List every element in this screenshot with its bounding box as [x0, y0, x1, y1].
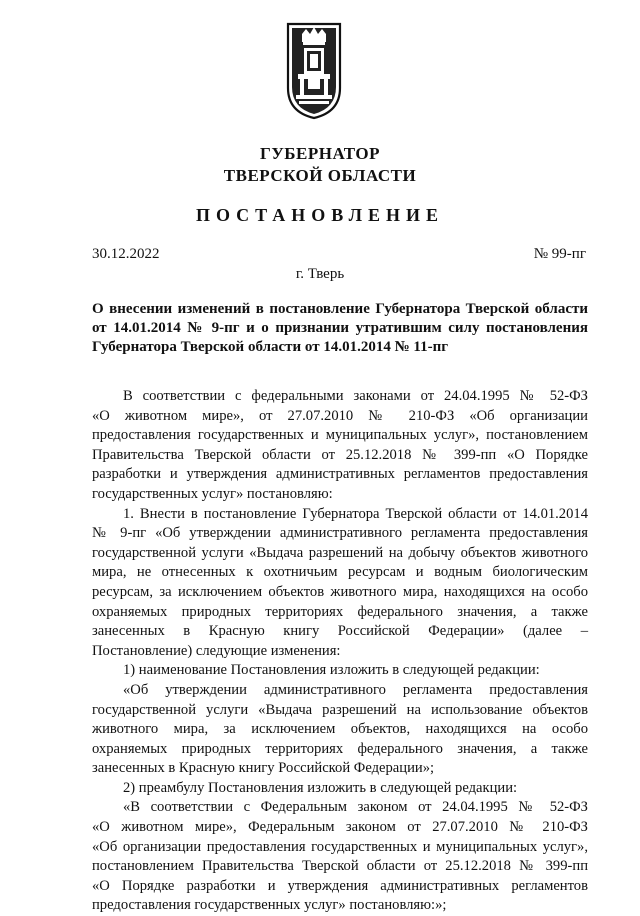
body-line: государственной услуги «Выдача разрешений на добычу объектов животного [92, 544, 588, 561]
authority-line-2: ТВЕРСКОЙ ОБЛАСТИ [223, 166, 417, 185]
authority-line-1: ГУБЕРНАТОР [260, 144, 380, 163]
body-line: предоставления государственных и муниципальных услуг», постановлением [92, 427, 588, 444]
body-line: «Об утверждении административного регламента предоставления [123, 681, 588, 698]
document-city: г. Тверь [295, 266, 345, 282]
body-line: Правительства Тверской области от 25.12.2018 № 399-пп «О Порядке [92, 446, 588, 463]
body-line: «О животном мире», Федеральным законом от 27.07.2010 № 210-ФЗ [92, 819, 588, 836]
document-date: 30.12.2022 [92, 246, 160, 262]
body-line: животного мира, за исключением объектов, находящихся на особо [92, 721, 588, 738]
body-line: В соответствии с федеральными законами от 24.04.1995 № 52-ФЗ [123, 388, 588, 404]
body-line: ресурсам, за исключением объектов животного мира, находящихся на особо [92, 583, 588, 600]
body-line: «О Порядке разработки и утверждения административных регламентов [92, 877, 588, 894]
document-number: № 99-пг [533, 246, 586, 262]
body-line: занесенных в Красную книгу Российской Федерации»; [92, 760, 435, 777]
body-line: 1. Внести в постановление Губернатора Тверской области от 14.01.2014 [123, 505, 588, 522]
title-line: от 14.01.2014 № 9-пг и о признании утратившим силу постановления [92, 320, 588, 336]
body-line: 2) преамбулу Постановления изложить в следующей редакции: [123, 779, 518, 796]
body-line: занесенных в Красную книгу Российской Федерации» (далее – [92, 623, 588, 640]
title-line: О внесении изменений в постановление Губернатора Тверской области [92, 301, 588, 317]
body-line: 1) наименование Постановления изложить в следующей редакции: [123, 662, 540, 679]
body-line: «О животном мире», от 27.07.2010 № 210-ФЗ «Об организации [92, 407, 588, 424]
document-title [92, 300, 588, 357]
body-line: мира, не отнесенных к охотничьим ресурсам и водным биологическим [92, 564, 588, 581]
body-line: № 9-пг «Об утверждении административного регламента предоставления [92, 525, 588, 542]
body-line: Постановление) следующие изменения: [92, 642, 341, 659]
coat-of-arms-icon [284, 18, 344, 120]
document-body [92, 387, 588, 916]
body-line: «В соответствии с Федеральным законом от 24.04.1995 № 52-ФЗ [123, 799, 588, 816]
body-line: государственных услуг» постановляю: [92, 485, 333, 502]
document-type: ПОСТАНОВЛЕНИЕ [195, 205, 445, 225]
body-line: государственной услуги «Выдача разрешений на использование объектов [92, 701, 588, 718]
body-line: «Об организации предоставления государственных и муниципальных услуг», [92, 838, 588, 855]
body-line: постановлением Правительства Тверской области от 25.12.2018 № 399-пп [92, 858, 588, 875]
body-line: разработки и утверждения административных регламентов предоставления [92, 466, 588, 483]
body-line: предоставления государственных услуг» постановляю:»; [92, 897, 447, 914]
body-line: охраняемых природных территориях федерального значения, а также [92, 603, 588, 620]
title-line: Губернатора Тверской области от 14.01.2014 № 11-пг [92, 339, 449, 355]
body-line: охраняемых природных территориях федерального значения, а также [92, 740, 588, 757]
